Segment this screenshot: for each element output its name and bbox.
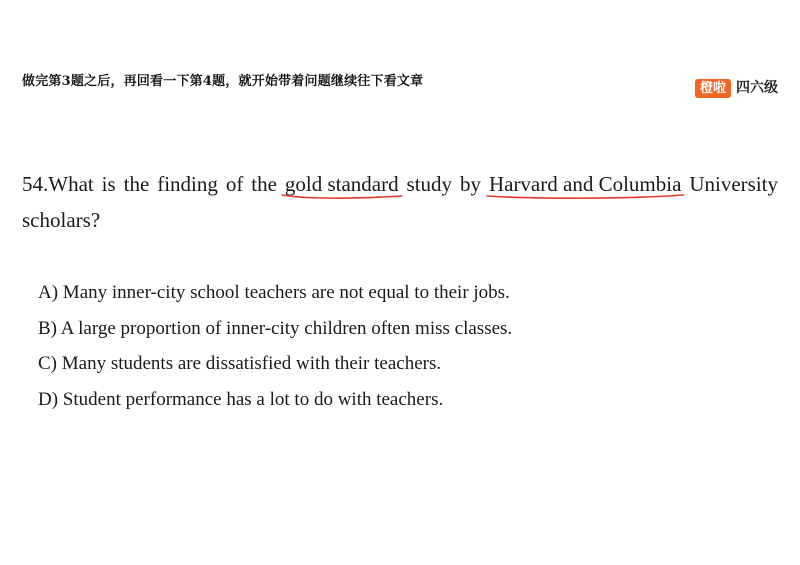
brand-logo — [695, 78, 778, 98]
question-part-2: study by — [398, 172, 489, 196]
brand-logo-subtitle: 四六级 — [736, 79, 778, 96]
question-part-3: University scholars? — [22, 172, 779, 232]
option-b: B) A large proportion of inner-city children often miss classes. — [38, 317, 513, 339]
instruction-text: 做完第3题之后，再回看一下第4题，就开始带着问题继续往下看文章 — [22, 74, 424, 89]
option-c: C) Many students are dissatisfied with their teachers. — [38, 353, 442, 374]
option-a: A) Many inner-city school teachers are not equal to their jobs. — [38, 282, 510, 303]
brand-logo-mark: 橙啦 — [695, 79, 731, 98]
option-d: D) Student performance has a lot to do with teachers. — [38, 388, 444, 410]
highlight-harvard-columbia — [489, 166, 681, 202]
highlight-harvard-columbia-text: Harvard and Columbia — [488, 172, 682, 196]
question-text — [22, 166, 778, 238]
answer-options — [38, 275, 512, 417]
highlight-gold-standard — [285, 166, 399, 202]
highlight-gold-standard-text: gold standard — [284, 172, 399, 196]
question-part-1: 54.What is the finding of the — [22, 172, 285, 196]
